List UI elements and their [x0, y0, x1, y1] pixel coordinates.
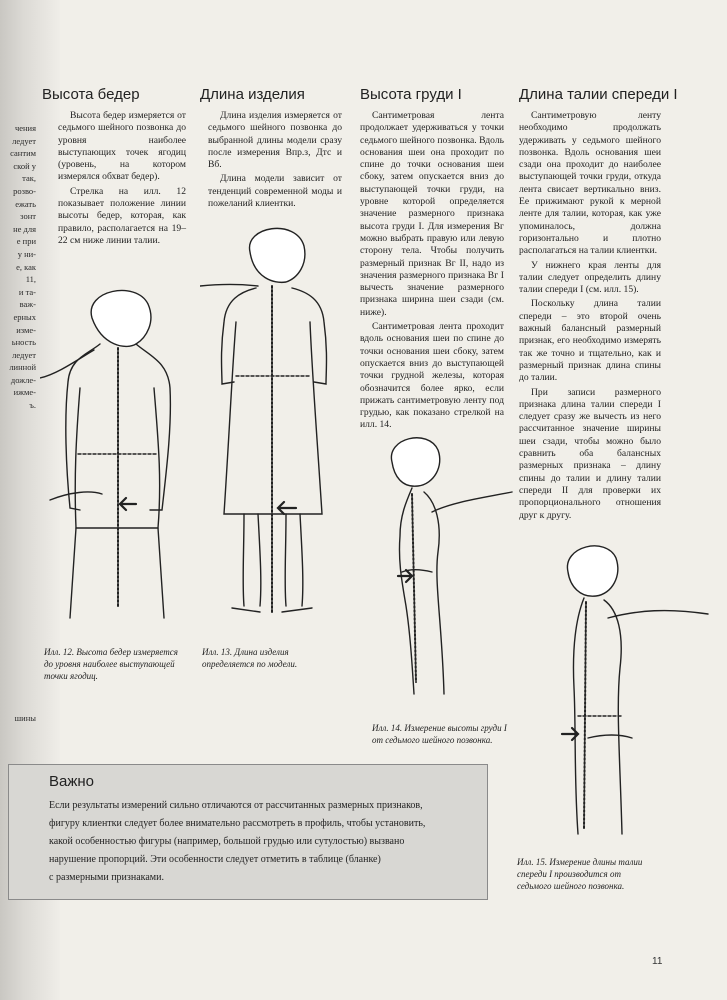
illustration-front-waist-length — [548, 538, 718, 838]
page-number: 11 — [652, 956, 663, 967]
margin-fragments-top: чения ледует сантим ской у так, розво- ежать зонт не для е при у ни- е, как 11, и та- важ- ерных изме- ьность ледует линной дожле- ижме- ъ. — [9, 123, 36, 411]
note-line: Если результаты измерений сильно отличаются от рассчитанных размерных признаков, — [49, 800, 423, 811]
caption-fig13: Илл. 13. Длина изделия определяется по модели. — [202, 647, 298, 669]
note-title: Важно — [49, 773, 95, 790]
caption-fig15: Илл. 15. Измерение длины талии спереди I производится от седьмого шейного позвонка. — [517, 857, 643, 891]
heading-front-waist-length: Длина талии спереди I — [519, 86, 678, 103]
note-line: фигуру клиентки следует более внимательно рассмотреть в профиль, чтобы установить, — [49, 818, 426, 829]
margin-fragment-mid: шины — [14, 713, 36, 723]
heading-hip-height: Высота бедер — [42, 86, 140, 103]
note-line: с размерными признаками. — [49, 872, 164, 883]
text-bust-height: Сантиметровая лента продолжает удерживаться у точки седьмого шейного позвонка. Вдоль основания шеи она проходит по спине до точки основания шеи сбоку, затем опускается вниз до выступающей точки груди, на уровне которой определяется значение размерного признака высота груди I. Для измерения Вг можно выбрать правую или левую сторону тела. Чтобы получить размерный признак Вг II, надо из значения размерного признака Вг I вычесть значение размерного признака ширина шеи сзади (см. ниже). Сантиметровая лента проходит вдоль основания шеи по спине до точки основания шеи сбоку, затем опускается вниз до выступающей точки грудной железы, которая обозначится более ярко, если прижать сантиметровую ленту под грудью, как показано стрелкой на илл. 14. — [360, 110, 504, 431]
illustration-garment-length — [200, 222, 340, 622]
heading-garment-length: Длина изделия — [200, 86, 305, 103]
text-front-waist-length: Сантиметровую ленту необходимо продолжать удерживать у седьмого шейного позвонка. Вдоль основания шеи сзади она проходит до наиболее выступающей точки груди, откуда лента свисает вертикально вниз. Ее прижимают рукой к мерной ленте для талии, которая, как уже упоминалось, должна горизонтально и плотно располагаться на талии клиентки. У нижнего края ленты для талии следует определить длину талии спереди I (см. илл. 15). Поскольку длина талии спереди – это второй очень важный балансный размерный признак, его необходимо измерять так же точно и тщательно, как и размерный признак длина спины до талии. При записи размерного признака длина талии спереди I следует сразу же вычесть из него рассчитанное значение ширины шеи сзади, чтобы можно было сравнить оба балансных размерных признака – длину спины до талии и длину талии спереди II для проверки их пропорционального отношения друг к другу. — [519, 110, 661, 521]
illustration-hip-height — [40, 278, 190, 638]
caption-fig14: Илл. 14. Измерение высоты груди I от седьмого шейного позвонка. — [372, 723, 507, 745]
note-line: нарушение пропорций. Эти особенности следует отметить в таблице (бланке) — [49, 854, 381, 865]
text-garment-length: Длина изделия измеряется от седьмого шейного позвонка до выбранной длины модели сразу после измерения Впр.з, Дтс и Вб. Длина модели зависит от тенденций современной моды и пожеланий клиентки. — [208, 110, 342, 210]
important-note-box — [8, 764, 488, 900]
illustration-bust-height — [372, 432, 522, 702]
text-hip-height: Высота бедер измеряется от седьмого шейного позвонка до уровня наиболее выступающих точек ягодиц (уровень, на котором измерялся обхват бедер). Стрелка на илл. 12 показывает положение линии высоты бедер, которая, как правило, располагается на 19–22 см ниже линии талии. — [58, 110, 186, 246]
heading-bust-height: Высота груди I — [360, 86, 462, 103]
caption-fig12: Илл. 12. Высота бедер измеряется до уровня наиболее выступающей точки ягодиц. — [44, 647, 178, 681]
note-line: какой особенностью фигуры (например, большой грудью или сутулостью) вызвано — [49, 836, 405, 847]
